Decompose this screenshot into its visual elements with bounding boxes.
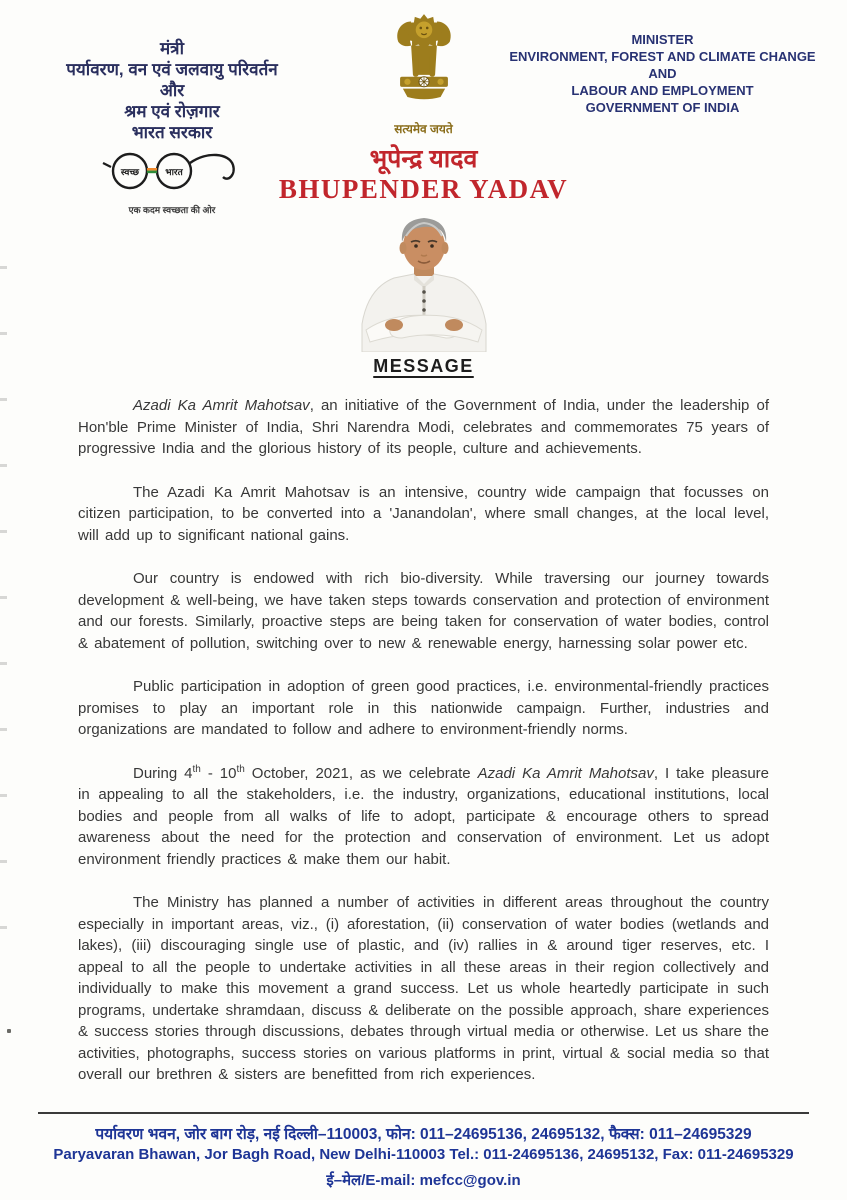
scan-artifact bbox=[0, 266, 7, 269]
paragraph: Public participation in adoption of green good practices, i.e. environmental-friendly practices promises to play an important role in this nationwide campaign. Further, industries and organizations are mandated to follow and adhere to environment-friendly norms. bbox=[78, 678, 769, 738]
minister-designation-line: GOVERNMENT OF INDIA bbox=[585, 100, 740, 115]
message-title: MESSAGE bbox=[373, 356, 474, 376]
emblem-motto: सत्यमेव जयते bbox=[394, 122, 453, 136]
minister-designation-line: MINISTER bbox=[631, 32, 694, 47]
scan-artifact bbox=[7, 1029, 11, 1033]
hindi-title-line: पर्यावरण, वन एवं जलवायु परिवर्तन bbox=[66, 60, 278, 79]
hindi-title-line: श्रम एवं रोज़गार bbox=[124, 102, 220, 121]
scan-artifact bbox=[0, 926, 7, 929]
bharat-lens-text: भारत bbox=[165, 167, 183, 177]
message-paragraphs bbox=[78, 395, 769, 1108]
swachh-bharat-spectacles-icon bbox=[97, 149, 247, 197]
footer-email: ई–मेल/E-mail: mefcc@gov.in bbox=[326, 1172, 521, 1189]
paragraph: The Ministry has planned a number of activities in different areas throughout the country especially in important areas, viz., (i) aforestation, (ii) conservation of water bodies (wetlands and lakes), (iii) discouraging single use of plastic, and (iv) rallies in & around tiger reserves, etc. I appeal to all the people to undertake activities in all these areas in their region collectively and individually to make this movement a grand success. Let us whole heartedly participate in such programs, undertake shramdaan, discuss & deliberate on the possible approach, share experiences & success stories through discussions, debates through virtual media or otherwise. Let us share the activities, photographs, success stories on various platforms in print, virtual & social media so that overall our brethren & sisters are benefitted from rich experiences. bbox=[78, 894, 769, 1083]
scan-artifact bbox=[0, 794, 7, 797]
paragraph: Our country is endowed with rich bio-diversity. While traversing our journey towards development & well-being, we have taken steps towards conservation and protection of environment and our forests. Similarly, proactive steps are being taken for conservation of water bodies, control & abatement of pollution, switching over to new & renewable energy, harnessing solar power etc. bbox=[78, 570, 769, 652]
swachh-lens-text: स्वच्छ bbox=[120, 167, 140, 177]
scan-artifact bbox=[0, 464, 7, 467]
minister-name-hindi: भूपेन्द्र यादव bbox=[369, 145, 478, 173]
scan-artifact bbox=[0, 596, 7, 599]
scan-artifact bbox=[0, 332, 7, 335]
footer-rule bbox=[38, 1112, 809, 1114]
emblem-of-india-icon bbox=[378, 10, 470, 114]
scan-artifact bbox=[0, 662, 7, 665]
letterhead-english-block bbox=[490, 31, 835, 116]
minister-designation-line: AND bbox=[648, 66, 677, 81]
hindi-title-line: मंत्री bbox=[160, 39, 184, 58]
paragraph: The Azadi Ka Amrit Mahotsav is an intensive, country wide campaign that focusses on citizen participation, to be converted into a 'Janandolan', where small changes, at the local level, will add up to significant national gains. bbox=[78, 483, 769, 544]
scan-artifact bbox=[0, 728, 7, 731]
scan-artifact bbox=[0, 398, 7, 401]
minister-designation-line: ENVIRONMENT, FOREST AND CLIMATE CHANGE bbox=[509, 49, 816, 64]
footer-address-english: Paryavaran Bhawan, Jor Bagh Road, New Delhi-110003 Tel.: 011-24695136, 24695132, Fax: 011-24695329 bbox=[53, 1146, 794, 1163]
hindi-title-line: भारत सरकार bbox=[131, 123, 213, 142]
footer-address-hindi: पर्यावरण भवन, जोर बाग रोड़, नई दिल्ली–110003, फोन: 011–24695136, 24695132, फैक्स: 011–24695329 bbox=[95, 1126, 752, 1143]
minister-designation-line: LABOUR AND EMPLOYMENT bbox=[571, 83, 754, 98]
swachh-bharat-tagline: एक कदम स्वच्छता की ओर bbox=[128, 205, 216, 215]
paragraph: Azadi Ka Amrit Mahotsav, an initiative of the Government of India, under the leadership of Hon'ble Prime Minister of India, Shri Narendra Modi, celebrates and commemorates 75 years of progressive India and the glorious history of its people, culture and achievements. bbox=[78, 397, 770, 457]
paragraph: During 4th - 10th October, 2021, as we celebrate Azadi Ka Amrit Mahotsav, I take pleasure in appealing to all the stakeholders, i.e. the industry, organizations, educational institutions, local bodies and people from all walks of life to adopt, participate & encourage others to spread awareness about the need for the protection and conservation of environment. Let us adopt environment friendly practices & make them our habit. bbox=[78, 763, 769, 868]
minister-name-english: BHUPENDER YADAV bbox=[278, 174, 569, 204]
scan-artifact bbox=[0, 530, 7, 533]
hindi-title-line: और bbox=[159, 81, 185, 100]
scan-artifact bbox=[0, 860, 7, 863]
minister-photo bbox=[348, 212, 500, 352]
